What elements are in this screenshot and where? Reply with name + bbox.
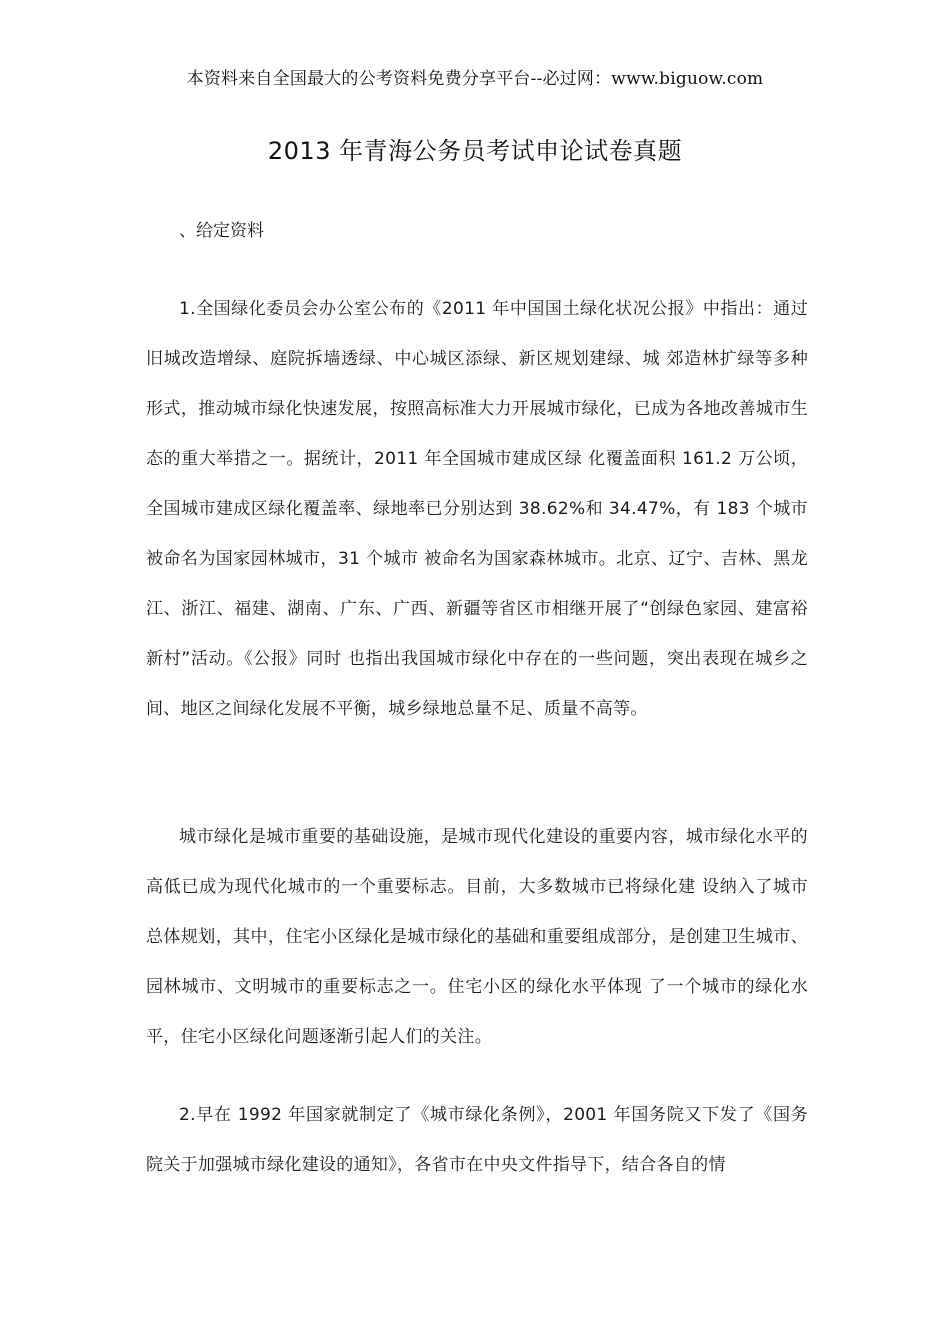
paragraph: 城市绿化是城市重要的基础设施，是城市现代化建设的重要内容，城市绿化水平的高低已成为现代化城市的一个重要标志。目前，大多数城市已将绿化建 设纳入了城市总体规划，其中，住宅小区绿化是城市绿化的基础和重要组成部分，是创建卫生城市、园林城市、文明城市的重要标志之一。住宅小区的绿化水平体现 了一个城市的绿化水平，住宅小区绿化问题逐渐引起人们的关注。 [146,827,808,1047]
paragraph: 2.早在 1992 年国家就制定了《城市绿化条例》，2001 年国务院又下发了《国务院关于加强城市绿化建设的通知》，各省市在中央文件指导下，结合各自的情 [146,1105,808,1175]
paragraph: 1.全国绿化委员会办公室公布的《2011 年中国国土绿化状况公报》中指出：通过旧城改造增绿、庭院拆墙透绿、中心城区添绿、新区规划建绿、城 郊造林扩绿等多种形式，推动城市绿化快速发展，按照高标准大力开展城市绿化，已成为各地改善城市生态的重大举措之一。据统计，2011 年全国城市建成区绿 化覆盖面积 161.2 万公顷，全国城市建成区绿化覆盖率、绿地率已分别达到 38.62%和 34.47%，有 183 个城市被命名为国家园林城市，31 个城市 被命名为国家森林城市。北京、辽宁、吉林、黑龙江、浙江、福建、湖南、广东、广西、新疆等省区市相继开展了“创绿色家园、建富裕新村”活动。《公报》同时 也指出我国城市绿化中存在的一些问题，突出表现在城乡之间、地区之间绿化发展不平衡，城乡绿地总量不足、质量不高等。 [146,299,808,719]
section-heading: 、给定资料 [179,221,264,241]
page-title: 2013 年青海公务员考试申论试卷真题 [267,137,683,165]
source-header: 本资料来自全国最大的公考资料免费分享平台--必过网：www.biguow.com [186,69,764,89]
